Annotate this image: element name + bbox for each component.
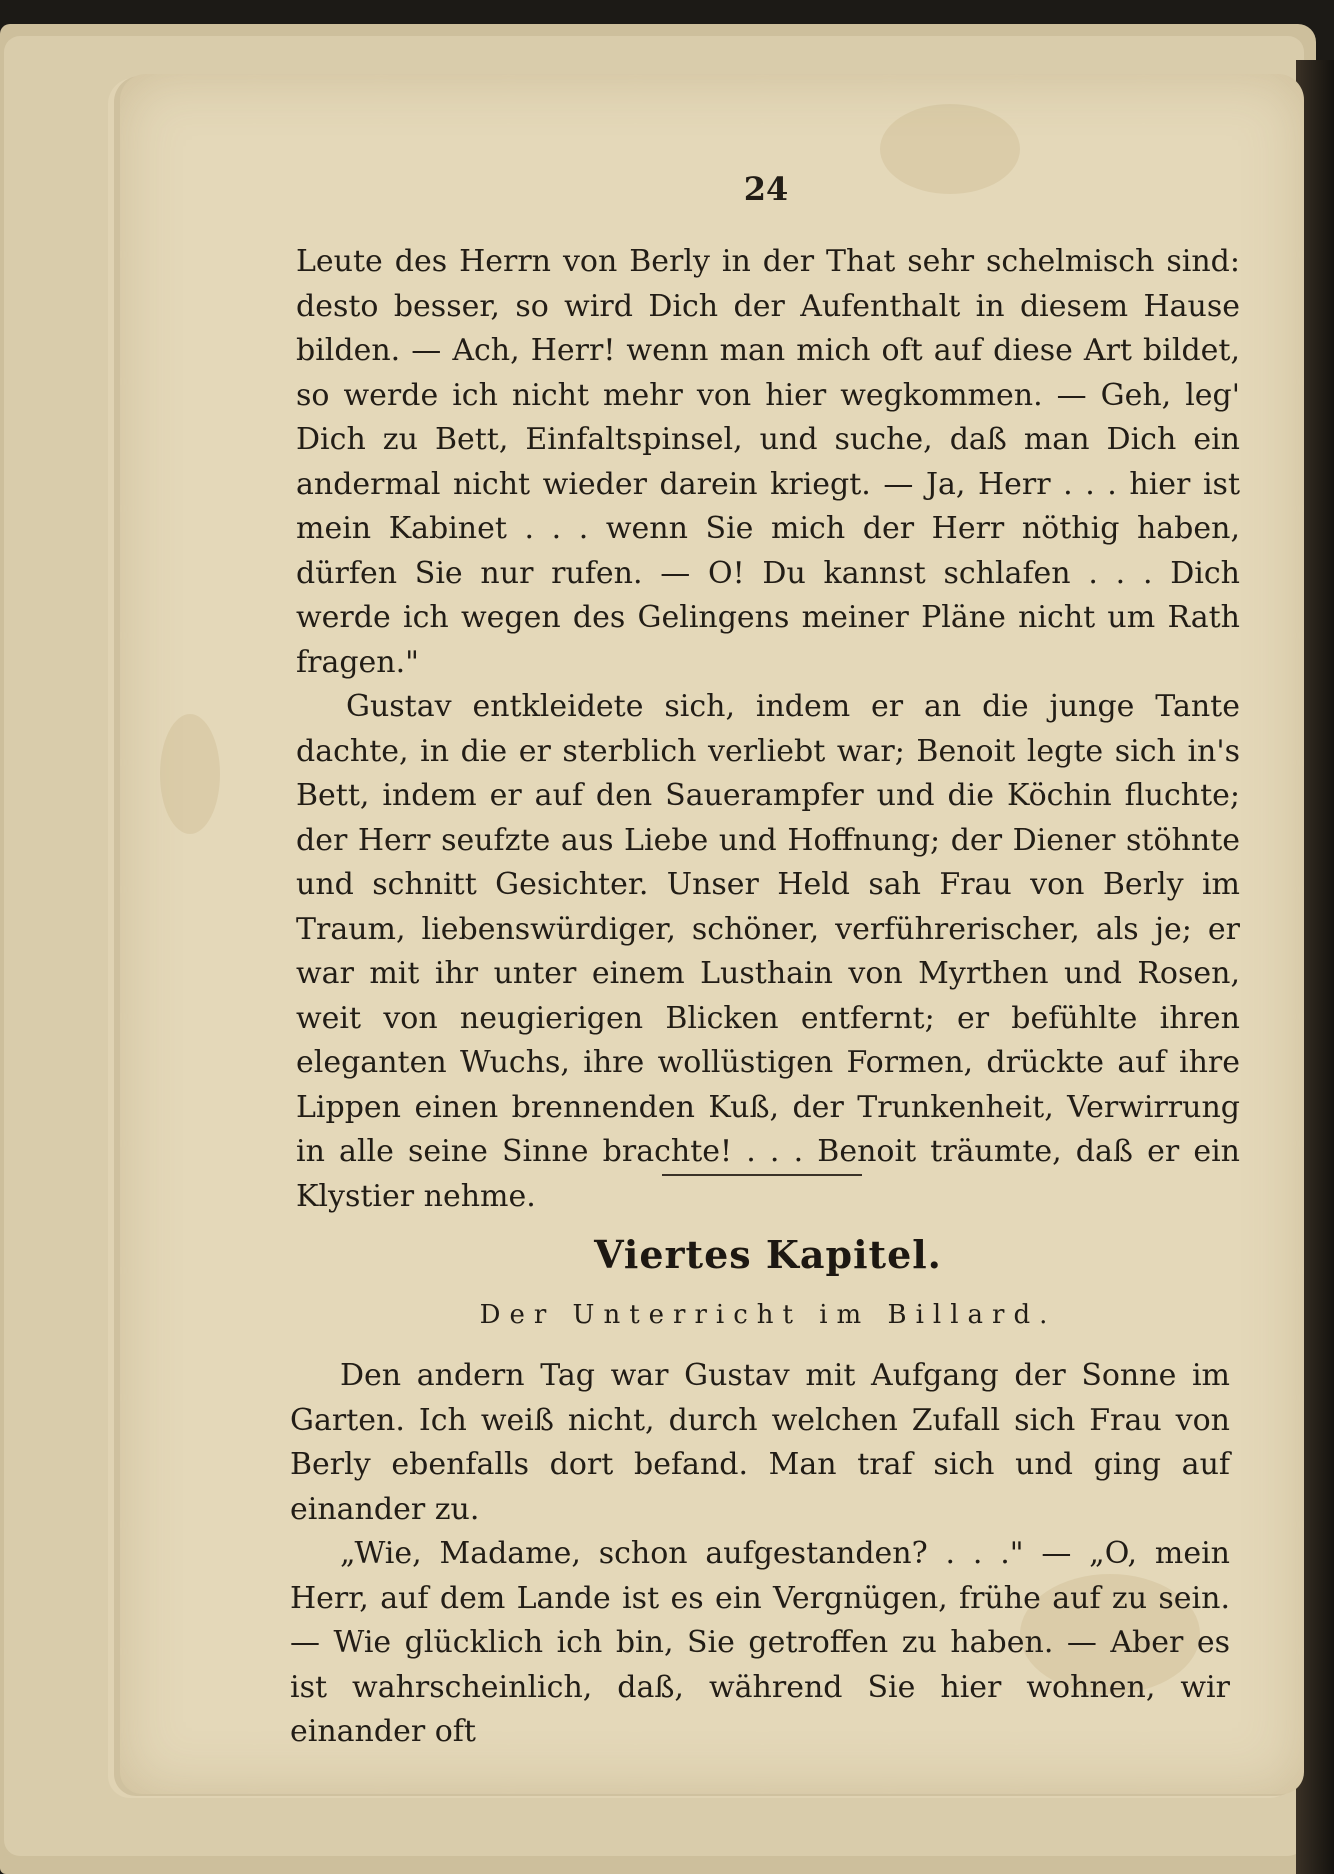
chapter-text — [290, 1354, 1230, 1755]
paper-stain — [880, 104, 1020, 194]
chapter-title: Viertes Kapitel. — [594, 1232, 942, 1277]
paragraph: „Wie, Madame, schon aufgestanden? . . ." — „O, mein Herr, auf dem Lande ist es ein Vergnügen, frühe auf zu sein. — Wie glücklich ich bin, Sie getroffen zu haben. — Aber es ist wahrscheinlich, daß, während Sie hier wohnen, wir einander oft — [290, 1536, 1230, 1749]
paper-stain — [160, 714, 220, 834]
section-divider — [662, 1174, 862, 1176]
paragraph: Leute des Herrn von Berly in der That sehr schelmisch sind: desto besser, so wird Dich der Aufenthalt in diesem Hause bilden. — Ach, Herr! wenn man mich oft auf diese Art bildet, so werde ich nicht mehr von hier wegkommen. — Geh, leg' Dich zu Bett, Einfaltspinsel, und suche, daß man Dich ein andermal nicht wieder darein kriegt. — Ja, Herr . . . hier ist mein Kabinet . . . wenn Sie mich der Herr nöthig haben, dürfen Sie nur rufen. — O! Du kannst schlafen . . . Dich werde ich wegen des Gelingens meiner Pläne nicht um Rath fragen." — [296, 244, 1240, 680]
page-number: 24 — [743, 170, 789, 208]
chapter-subtitle: Der Unterricht im Billard. — [479, 1300, 1057, 1330]
paragraph: Den andern Tag war Gustav mit Aufgang der Sonne im Garten. Ich weiß nicht, durch welchen Zufall sich Frau von Berly ebenfalls dort befand. Man traf sich und ging auf einander zu. — [290, 1358, 1230, 1527]
body-text — [296, 240, 1240, 1219]
paragraph: Gustav entkleidete sich, indem er an die junge Tante dachte, in die er sterblich verliebt war; Benoit legte sich in's Bett, indem er auf den Sauerampfer und die Köchin fluchte; der Herr seufzte aus Liebe und Hoffnung; der Diener stöhnte und schnitt Gesichter. Unser Held sah Frau von Berly im Traum, liebenswürdiger, schöner, verführerischer, als je; er war mit ihr unter einem Lusthain von Myrthen und Rosen, weit von neugierigen Blicken entfernt; er befühlte ihren eleganten Wuchs, ihre wollüstigen Formen, drückte auf ihre Lippen einen brennenden Kuß, der Trunkenheit, Verwirrung in alle seine Sinne brachte! . . . Benoit träumte, daß er ein Klystier nehme. — [296, 689, 1240, 1214]
